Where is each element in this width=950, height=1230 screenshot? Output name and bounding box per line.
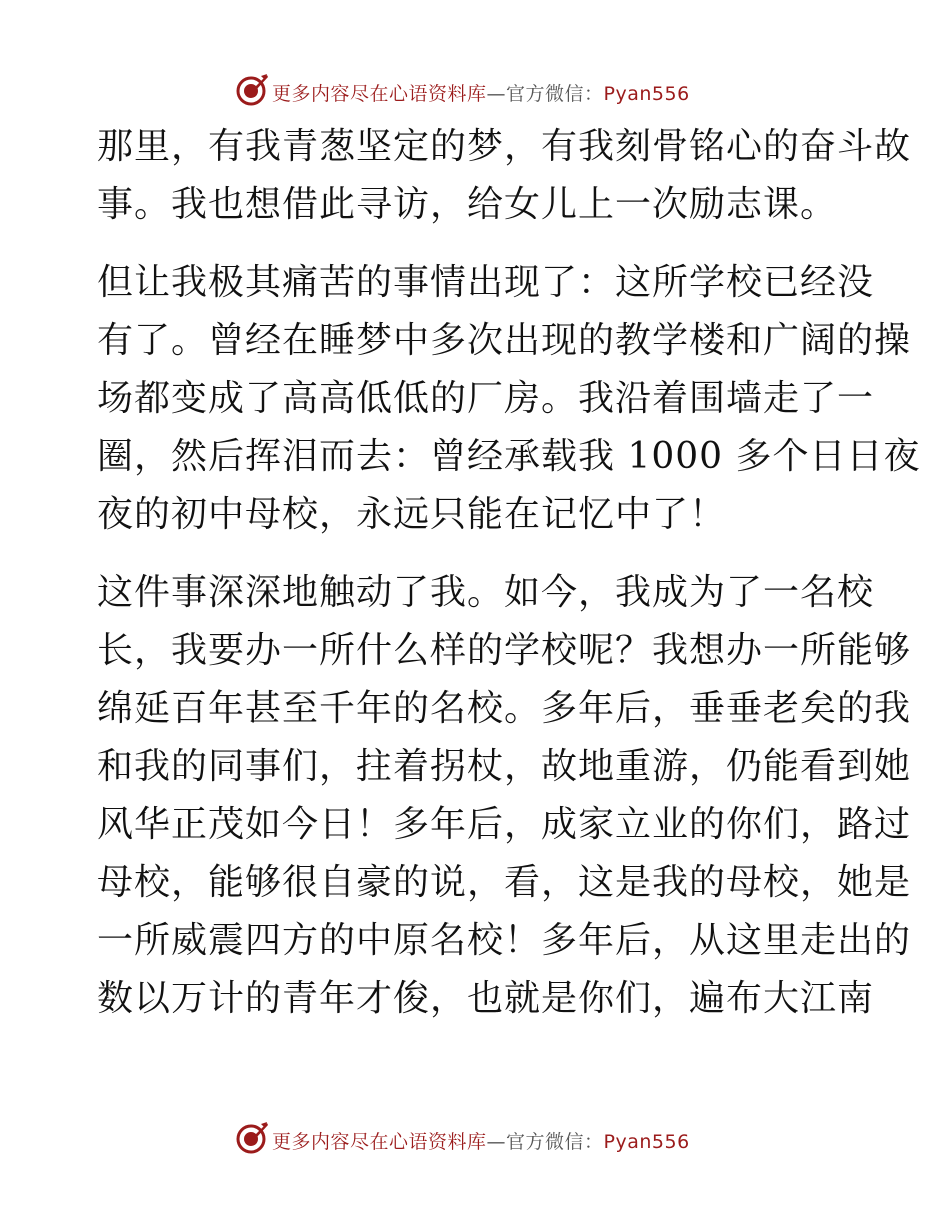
text-line: 但让我极其痛苦的事情出现了：这所学校已经没 [97, 262, 875, 303]
text-line: 和我的同事们，拄着拐杖，故地重游，仍能看到她 [97, 746, 912, 787]
watermark-text [272, 79, 690, 106]
text-line: 那里，有我青葱坚定的梦，有我刻骨铭心的奋斗故 [97, 126, 912, 167]
quill-logo-icon [234, 1120, 270, 1156]
paragraph [97, 564, 912, 1028]
text-line: 母校，能够很自豪的说，看，这是我的母校，她是 [97, 862, 912, 903]
watermark-main: 更多内容尽在心语资料库 [272, 1131, 487, 1153]
watermark-id: Pyan556 [603, 1131, 690, 1153]
text-line: 风华正茂如今日！多年后，成家立业的你们，路过 [97, 804, 912, 845]
text-line: 有了。曾经在睡梦中多次出现的教学楼和广阔的操 [97, 320, 912, 361]
text-line: 绵延百年甚至千年的名校。多年后，垂垂老矣的我 [97, 688, 912, 729]
watermark-main: 更多内容尽在心语资料库 [272, 83, 487, 105]
text-line: 事。我也想借此寻访，给女儿上一次励志课。 [97, 184, 838, 225]
text-line: 夜的初中母校，永远只能在记忆中了！ [97, 494, 727, 535]
text-line: 场都变成了高高低低的厂房。我沿着围墙走了一 [97, 378, 875, 419]
footer-watermark [0, 1120, 950, 1160]
text-line: 圈，然后挥泪而去：曾经承载我 1000 多个日日夜 [97, 436, 921, 477]
header-watermark [0, 72, 950, 112]
paragraph [97, 254, 921, 544]
watermark-official: 官方微信： [506, 1131, 604, 1153]
watermark-separator: — [486, 83, 507, 105]
watermark-text [272, 1127, 690, 1154]
text-line: 这件事深深地触动了我。如今，我成为了一名校 [97, 572, 875, 613]
paragraph [97, 118, 912, 234]
watermark-id: Pyan556 [603, 83, 690, 105]
watermark-separator: — [486, 1131, 507, 1153]
text-line: 一所威震四方的中原名校！多年后，从这里走出的 [97, 920, 912, 961]
quill-logo-icon [234, 72, 270, 108]
watermark-official: 官方微信： [506, 83, 604, 105]
document-body [97, 118, 921, 1028]
text-line: 长，我要办一所什么样的学校呢？我想办一所能够 [97, 630, 912, 671]
text-line: 数以万计的青年才俊，也就是你们，遍布大江南 [97, 978, 875, 1019]
